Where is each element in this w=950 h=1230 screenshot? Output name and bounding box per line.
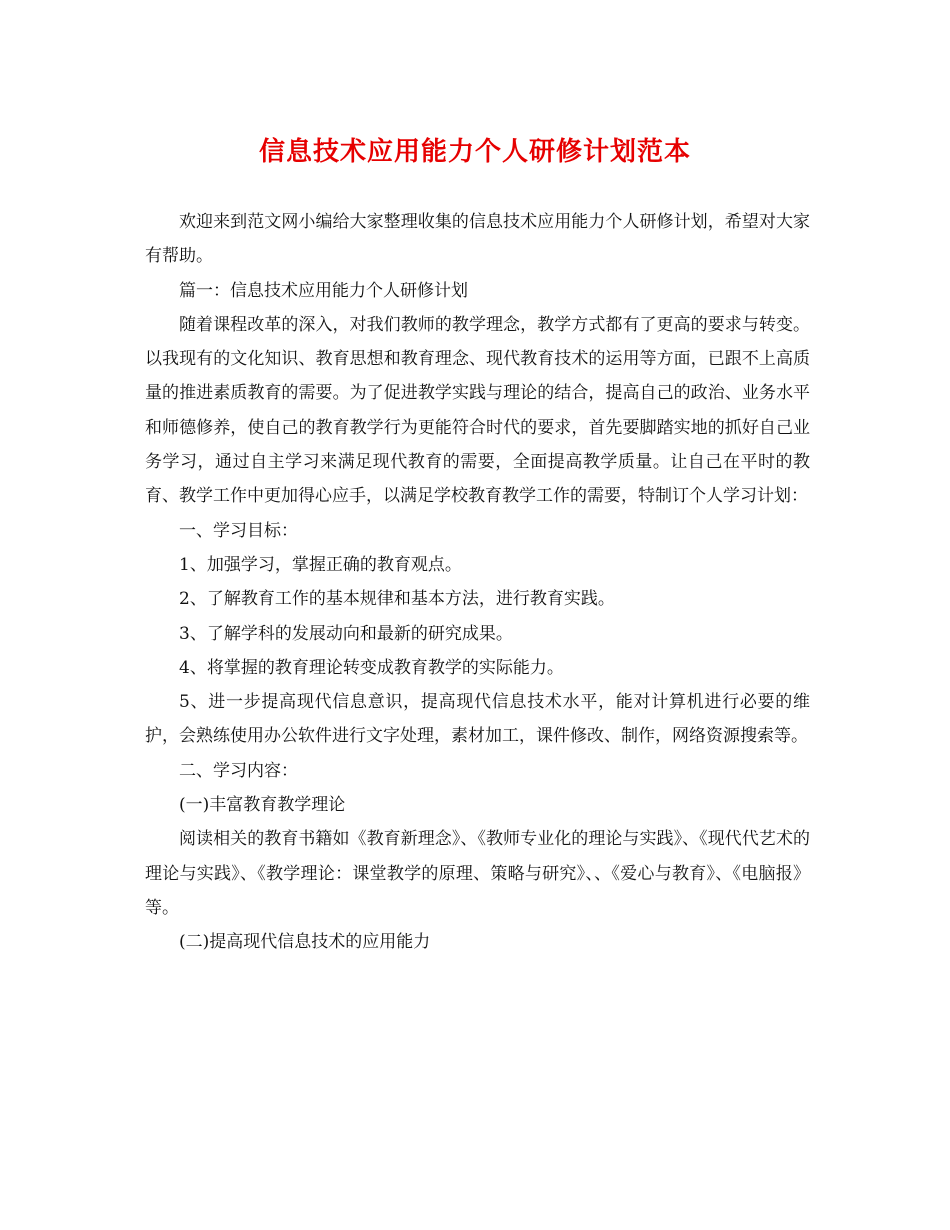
document-body bbox=[145, 205, 810, 960]
goal-item-2: 2、了解教育工作的基本规律和基本方法，进行教育实践。 bbox=[179, 589, 615, 610]
paragraph-background: 随着课程改革的深入，对我们教师的教学理念，教学方式都有了更高的要求与转变。以我现有的文化知识、教育思想和教育理念、现代教育技术的运用等方面，已跟不上高质量的推进素质教育的需要。为了促进教学实践与理论的结合，提高自己的政治、业务水平和师德修养，使自己的教育教学行为更能符合时代的要求，首先要脚踏实地的抓好自己业务学习，通过自主学习来满足现代教育的需要，全面提高教学质量。让自己在平时的教育、教学工作中更加得心应手，以满足学校教育教学工作的需要，特制订个人学习计划： bbox=[145, 314, 810, 507]
document-title: 信息技术应用能力个人研修计划范本 bbox=[258, 137, 691, 167]
subsection-heading-it-skills: (二)提高现代信息技术的应用能力 bbox=[179, 932, 431, 953]
goal-item-5: 5、进一步提高现代信息意识，提高现代信息技术水平，能对计算机进行必要的维护，会熟练使用办公软件进行文字处理，素材加工，课件修改、制作，网络资源搜索等。 bbox=[145, 692, 810, 747]
goal-item-3: 3、了解学科的发展动向和最新的研究成果。 bbox=[179, 623, 513, 644]
section-heading-content: 二、学习内容： bbox=[179, 760, 298, 781]
subsection-heading-theory: (一)丰富教育教学理论 bbox=[179, 795, 346, 816]
goal-item-1: 1、加强学习，掌握正确的教育观点。 bbox=[179, 554, 462, 575]
paragraph-intro: 欢迎来到范文网小编给大家整理收集的信息技术应用能力个人研修计划，希望对大家有帮助。 bbox=[145, 212, 810, 267]
paragraph-chapter-heading: 篇一：信息技术应用能力个人研修计划 bbox=[179, 280, 468, 301]
goal-item-4: 4、将掌握的教育理论转变成教育教学的实际能力。 bbox=[179, 657, 564, 678]
section-heading-goals: 一、学习目标： bbox=[179, 520, 298, 541]
paragraph-reading-list: 阅读相关的教育书籍如《教育新理念》、《教师专业化的理论与实践》、《现代代艺术的理论与实践》、《教学理论：课堂教学的原理、策略与研究》、、《爱心与教育》、《电脑报》等。 bbox=[145, 829, 810, 918]
